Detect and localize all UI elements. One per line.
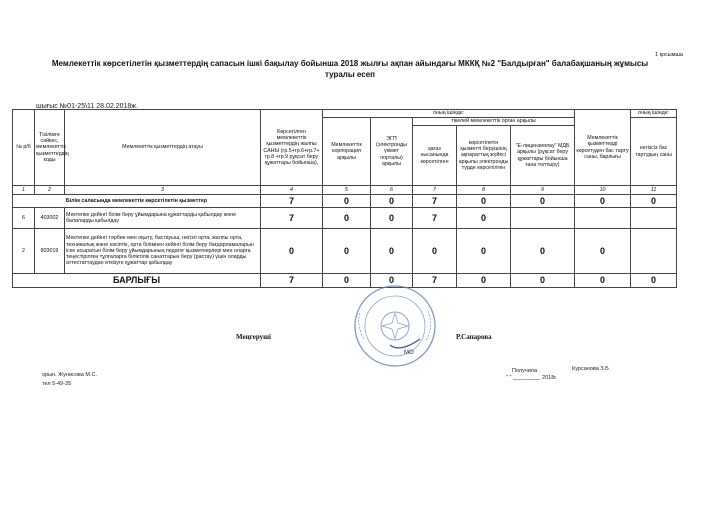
header-registry-code: Тізілімге сәйкес, мемлекеттік қызметтердің коды <box>35 110 65 186</box>
header-info-systems: көрсетілетін қызметті берушінің ақпараттық жүйесі арқылы электронды түрде көрсетілген <box>457 126 511 186</box>
header-elicense: "Е-лицензиялау" МДБ арқылы (рұқсат беру құжаттары бойынша ғана толтыру) <box>511 126 575 186</box>
row-code: 403002 <box>35 208 65 229</box>
section-value: 7 <box>261 195 323 208</box>
total-value: 0 <box>631 274 677 288</box>
row-code: 803019 <box>35 229 65 274</box>
received-date: " " _________ 2018г. <box>506 375 558 381</box>
header-group-direct: тікелей мемлекеттік орган арқылы <box>413 118 575 126</box>
col-number: 1 <box>13 186 35 195</box>
row-value <box>631 208 677 229</box>
section-value: 0 <box>631 195 677 208</box>
header-service-name: Мемлекеттік қызметтердің атауы <box>65 110 261 186</box>
section-row <box>13 195 677 208</box>
row-value: 0 <box>413 229 457 274</box>
row-value <box>511 208 575 229</box>
col-number: 9 <box>511 186 575 195</box>
total-label: БАРЛЫҒЫ <box>13 274 261 288</box>
official-stamp <box>350 283 440 369</box>
header-paper: қағаз нысанында көрсетілген <box>413 126 457 186</box>
row-value: 0 <box>371 229 413 274</box>
section-value: 0 <box>371 195 413 208</box>
header-grounded: негізсіз бас тартудың саны <box>631 118 677 186</box>
col-number: 3 <box>65 186 261 195</box>
row-value: 0 <box>575 229 631 274</box>
table-row <box>13 229 677 274</box>
executor: орын. Жунисова М.С. <box>42 372 97 378</box>
row-value: 0 <box>457 208 511 229</box>
section-value: 0 <box>457 195 511 208</box>
column-number-row <box>13 186 677 195</box>
col-number: 4 <box>261 186 323 195</box>
section-value: 0 <box>575 195 631 208</box>
total-value: 7 <box>413 274 457 288</box>
col-number: 2 <box>35 186 65 195</box>
row-value: 0 <box>371 208 413 229</box>
total-value: 7 <box>261 274 323 288</box>
row-value: 0 <box>457 229 511 274</box>
total-row <box>13 274 677 288</box>
section-value: 7 <box>413 195 457 208</box>
row-num: 2 <box>13 229 35 274</box>
total-value: 0 <box>323 274 371 288</box>
header-egov: ЭГП (электронды үкімет порталы) арқылы <box>371 118 413 186</box>
stamp-mark: МО <box>404 350 414 356</box>
total-value: 0 <box>371 274 413 288</box>
col-number: 7 <box>413 186 457 195</box>
header-refusals: Мемлекеттік қызметтерді көрсетуден бас тарту саны, барлығы <box>575 110 631 186</box>
col-number: 11 <box>631 186 677 195</box>
col-number: 10 <box>575 186 631 195</box>
row-value: 7 <box>261 208 323 229</box>
row-value <box>575 208 631 229</box>
section-label: Білім саласында мемлекеттік көрсетілетін қызметтер <box>13 195 261 208</box>
header-group-of-which-2: оның ішінде: <box>631 110 677 118</box>
total-value: 0 <box>575 274 631 288</box>
head-name: Р.Сапарова <box>456 333 492 341</box>
row-service-name: Мектепке дейінгі тәрбие мен оқыту, бастауыш, негізгі орта, жалпы орта, техникалық және кәсіптік, орта білімнен кейінгі білім беру бағдарламаларын іске асыратын білім беру ұйымдарының педагог қызметкерлері мен оларға теңестірілген тұлғаларға біліктілік санаттарын беру (растау) үшін оларды аттестаттаудан өткізуге құжаттар қабылдау <box>65 229 261 274</box>
row-value: 0 <box>511 229 575 274</box>
row-service-name: Мектепке дейінгі білім беру ұйымдарына құжаттарды қабылдау және балаларды қабылдау <box>65 208 261 229</box>
report-title: Мемлекеттік көрсетілетін қызметтердің сапасын ішкі бақылау бойынша 2018 жылғы ақпан айындағы МККҚ №2 "Балдырған" балабақшаның жұмысы туралы есеп <box>51 59 649 79</box>
col-number: 6 <box>371 186 413 195</box>
table-row <box>13 208 677 229</box>
row-value: 0 <box>261 229 323 274</box>
row-num: 6 <box>13 208 35 229</box>
header-total-count: Көрсетілген мемлекеттік қызметтердің жалпы САНЫ (гр.5+гр.6+гр.7+ гр.8 +гр.9 рұқсат беру құжаттары бойынша), <box>261 110 323 186</box>
head-title: Меңгеруші <box>236 333 272 341</box>
row-value: 0 <box>323 208 371 229</box>
total-value: 0 <box>457 274 511 288</box>
total-value: 0 <box>511 274 575 288</box>
header-corporation: Мемлекеттік корпорация арқылы <box>323 118 371 186</box>
received-label: Получила <box>512 368 538 374</box>
row-value <box>631 229 677 274</box>
report-table <box>12 109 677 288</box>
row-value: 0 <box>323 229 371 274</box>
col-number: 8 <box>457 186 511 195</box>
annex-label: 1 қосымша <box>654 52 683 58</box>
document-number: шығыс №01-25\11 28.02.2018ж. <box>36 103 138 110</box>
col-number: 5 <box>323 186 371 195</box>
row-value: 7 <box>413 208 457 229</box>
executor-phone: тел 5-49-35 <box>42 381 72 387</box>
header-num: № р/б <box>13 110 35 186</box>
header-group-of-which: оның ішінде: <box>323 110 575 118</box>
section-value: 0 <box>511 195 575 208</box>
received-name: Курсанова З.Б. <box>572 366 611 372</box>
section-value: 0 <box>323 195 371 208</box>
